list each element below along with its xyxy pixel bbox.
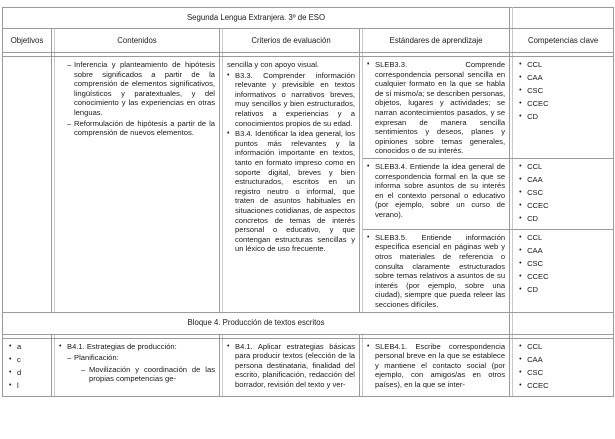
col-header-objetivos: Objetivos — [3, 29, 52, 53]
title-row — [3, 8, 614, 29]
list-item: – Reformulación de hipótesis a partir de la comprensión de nuevos elementos. — [67, 119, 215, 138]
curriculum-table — [2, 7, 614, 397]
competencia-item: • CSC — [519, 188, 609, 198]
objetivos-cell — [3, 338, 52, 396]
block4-title: Bloque 4. Producción de textos escritos — [3, 312, 510, 334]
competencia-item: • CAA — [519, 355, 609, 365]
criterio-continuation: sencilla y con apoyo visual. — [227, 60, 320, 69]
competencias-cell — [513, 158, 614, 229]
estandar-sleb35: • SLEB3.5. Entiende información específica esencial en páginas web y otros materiales de referencia o consulta claramente estructurados sobre temas relativos a asuntos de su interés (por ejemplo, sobre una ciudad), siempre que pueda releer las secciones difíciles. — [367, 233, 505, 310]
competencia-item: • CCEC — [519, 201, 609, 211]
criterio-b33: • B3.3. Comprender información relevante y previsible en textos informativos o narrativos breves, muy sencillos y bien estructurados, relativos a experiencias y a conocimientos propios de su edad. — [227, 71, 355, 129]
competencia-item: • CCL — [519, 60, 609, 70]
competencia-item: • CCEC — [519, 381, 609, 391]
competencia-item: • CAA — [519, 246, 609, 256]
col-header-competencias: Competencias clave — [513, 29, 614, 53]
competencia-item: • CD — [519, 112, 609, 122]
competencia-item: • CSC — [519, 86, 609, 96]
competencia-item: • CSC — [519, 259, 609, 269]
competencias-list — [517, 60, 609, 122]
competencia-item: • CCEC — [519, 99, 609, 109]
estandar-sleb41: • SLEB4.1. Escribe correspondencia personal breve en la que se establece y mantiene el contacto social (por ejemplo, con amigos/as en otros países), en la que se inter- — [367, 342, 505, 390]
objetivo-item: • a — [9, 342, 47, 352]
objetivos-list — [7, 342, 47, 391]
estandar-cell — [363, 57, 510, 159]
table-row — [3, 338, 614, 396]
contenido-planificacion: – Planificación: — [67, 353, 215, 363]
criterio-b41: • B4.1. Aplicar estrategias básicas para producir textos (elección de la persona destinataria, finalidad del escrito, planificación, redacción del borrador, revisión del texto y ver- — [227, 342, 355, 390]
competencia-item: • CCEC — [519, 272, 609, 282]
estandar-sleb34: • SLEB3.4. Entiende la idea general de correspondencia formal en la que se informa sobre asuntos de su interés en el contexto personal o educativo (por ejemplo, sobre un curso de verano). — [367, 162, 505, 220]
contenidos-list — [59, 60, 215, 138]
criterios-cell — [223, 57, 360, 313]
objetivo-item: • c — [9, 355, 47, 365]
estandar-cell — [363, 338, 510, 396]
contenidos-cell — [55, 338, 220, 396]
competencia-item: • CD — [519, 285, 609, 295]
competencias-list — [517, 162, 609, 224]
estandar-cell — [363, 229, 510, 312]
objetivo-item: • l — [9, 381, 47, 391]
competencia-item: • CSC — [519, 368, 609, 378]
criterio-b34: • B3.4. Identificar la idea general, los puntos más relevantes y la información importante en textos, tanto en formato impreso como en soporte digital, breves y bien estructurados, escritos en un registro neutro o informal, que traten de asuntos habituales en situaciones cotidianas, de aspectos concretos de temas de interés personal o educativo, y que contengan estructuras sencillas y un léxico de uso frecuente. — [227, 129, 355, 254]
competencia-item: • CAA — [519, 73, 609, 83]
competencias-cell — [513, 229, 614, 312]
objetivo-item: • d — [9, 368, 47, 378]
competencias-list — [517, 342, 609, 391]
competencias-list — [517, 233, 609, 295]
competencia-item: • CCL — [519, 233, 609, 243]
competencia-item: • CAA — [519, 175, 609, 185]
competencias-cell — [513, 338, 614, 396]
block-header-row — [3, 312, 614, 334]
competencias-cell — [513, 57, 614, 159]
col-header-criterios: Criterios de evaluación — [223, 29, 360, 53]
criterios-cell — [223, 338, 360, 396]
table-row — [3, 57, 614, 159]
estandar-sleb33: • SLEB3.3. Comprende correspondencia personal sencilla en cualquier formato en la que se habla de sí mismo/a; se describen personas, objetos, lugares y actividades; se narran acontecimientos pasados, y se expresan de manera sencilla sentimientos y deseos, planes y opiniones sobre temas generales, conocidos o de su interés. — [367, 60, 505, 156]
contenidos-cell — [55, 57, 220, 313]
col-header-estandares: Estándares de aprendizaje — [363, 29, 510, 53]
competencia-item: • CD — [519, 214, 609, 224]
table-title: Segunda Lengua Extranjera. 3º de ESO — [3, 8, 510, 29]
objetivos-cell — [3, 57, 52, 313]
competencia-item: • CCL — [519, 162, 609, 172]
list-item: – Inferencia y planteamiento de hipótesis sobre significados a partir de la comprensión de elementos significativos, lingüísticos y paratextuales, y del conocimiento y las experiencias en otras lenguas. — [67, 60, 215, 118]
contenido-movilizacion: – Movilización y coordinación de las propias competencias ge- — [81, 365, 215, 384]
column-header-row — [3, 29, 614, 53]
contenido-b41: • B4.1. Estrategias de producción: — [59, 342, 215, 352]
competencia-item: • CCL — [519, 342, 609, 352]
estandar-cell — [363, 158, 510, 229]
col-header-contenidos: Contenidos — [55, 29, 220, 53]
